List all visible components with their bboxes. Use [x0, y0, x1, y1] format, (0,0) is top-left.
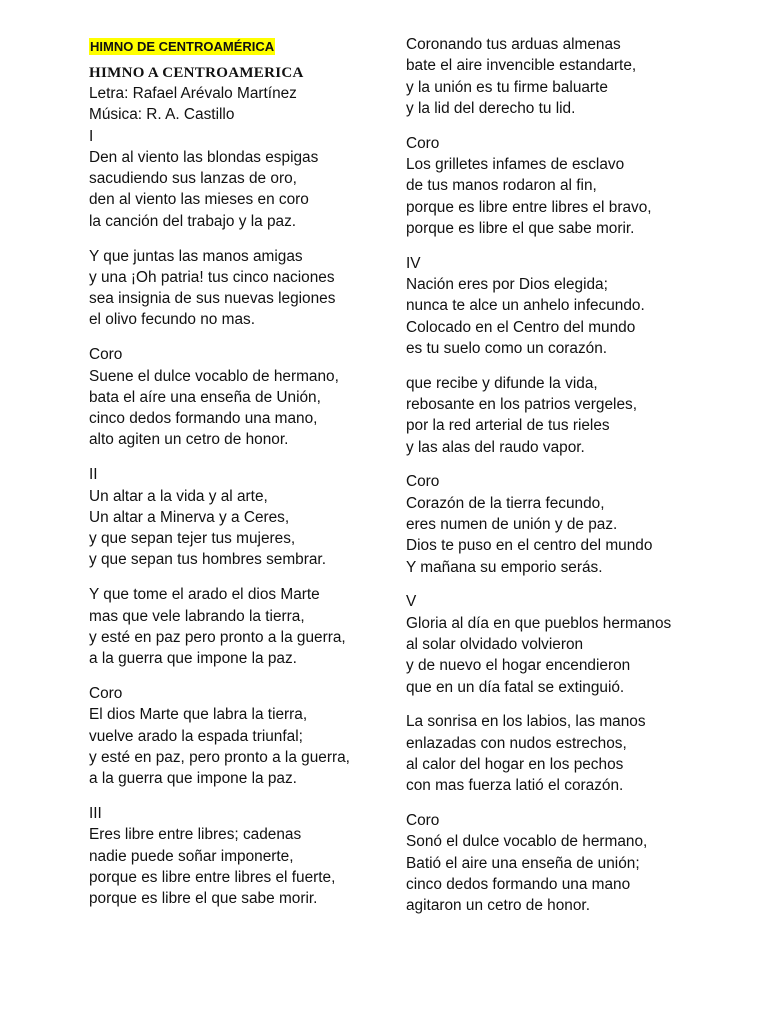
verse-line: y que sepan tejer tus mujeres,	[89, 530, 296, 548]
verse-line: Un altar a la vida y al arte,	[89, 487, 268, 505]
stanza	[89, 584, 389, 669]
verse-line: Un altar a Minerva y a Ceres,	[89, 508, 290, 526]
stanza	[406, 810, 736, 916]
verse-line: vuelve arado la espada triunfal;	[89, 727, 303, 745]
verse-line: y que sepan tus hombres sembrar.	[89, 551, 326, 569]
verse-line: El dios Marte que labra la tierra,	[89, 706, 308, 724]
verse-line: Y mañana su emporio serás.	[406, 558, 603, 576]
verse-line: y esté en paz pero pronto a la guerra,	[89, 628, 346, 646]
verse-line: porque es libre entre libres el fuerte,	[89, 868, 336, 886]
verse-line: Suene el dulce vocablo de hermano,	[89, 367, 339, 385]
stanza	[406, 471, 736, 577]
left-column	[89, 34, 389, 923]
verse-line: agitaron un cetro de honor.	[406, 897, 590, 915]
right-column	[406, 34, 736, 930]
verse-line: rebosante en los patrios vergeles,	[406, 395, 637, 413]
verse-line: a la guerra que impone la paz.	[89, 770, 297, 788]
stanza	[89, 246, 389, 331]
verse-line: II	[89, 466, 98, 484]
verse-line: nunca te alce un anhelo infecundo.	[406, 297, 645, 315]
verse-line: nadie puede soñar imponerte,	[89, 847, 294, 865]
verse-line: cinco dedos formando una mano	[406, 875, 631, 893]
verse-line: y esté en paz, pero pronto a la guerra,	[89, 748, 350, 766]
verse-line: mas que vele labrando la tierra,	[89, 607, 305, 625]
verse-line: Coro	[89, 346, 123, 364]
verse-line: den al viento las mieses en coro	[89, 191, 309, 209]
verse-line: Coro	[89, 684, 123, 702]
verse-line: la canción del trabajo y la paz.	[89, 212, 297, 230]
verse-line: Coro	[406, 812, 440, 829]
lyrics-credit: Letra: Rafael Arévalo Martínez	[89, 85, 297, 102]
verse-line: a la guerra que impone la paz.	[89, 650, 297, 668]
stanza	[406, 373, 736, 458]
verse-line: I	[89, 127, 94, 145]
verse-line: Nación eres por Dios elegida;	[406, 275, 608, 293]
verse-line: y las alas del raudo vapor.	[406, 438, 585, 456]
verse-line: Los grilletes infames de esclavo	[406, 155, 625, 173]
verse-line: y de nuevo el hogar encendieron	[406, 657, 631, 675]
verse-line: Den al viento las blondas espigas	[89, 148, 319, 166]
verse-line: Eres libre entre libres; cadenas	[89, 826, 302, 844]
verse-line: sea insignia de sus nuevas legiones	[89, 290, 336, 308]
verse-line: V	[406, 593, 417, 611]
verse-line: enlazadas con nudos estrechos,	[406, 734, 627, 752]
verse-line: Y que juntas las manos amigas	[89, 247, 303, 265]
verse-line: y la unión es tu firme baluarte	[406, 78, 608, 96]
verse-line: Coronando tus arduas almenas	[406, 36, 621, 53]
verse-line: por la red arterial de tus rieles	[406, 417, 610, 435]
stanza	[89, 464, 389, 570]
stanza	[406, 711, 736, 796]
verse-line: Batió el aire una enseña de unión;	[406, 854, 640, 872]
verse-line: Gloria al día en que pueblos hermanos	[406, 614, 672, 632]
left-stanzas	[89, 126, 389, 910]
stanza	[89, 344, 389, 450]
stanza	[89, 683, 389, 789]
verse-line: porque es libre entre libres el bravo,	[406, 198, 652, 216]
verse-line: sacudiendo sus lanzas de oro,	[89, 170, 297, 188]
stanza	[89, 126, 389, 232]
stanza	[406, 133, 736, 239]
highlighted-heading: HIMNO DE CENTROAMÉRICA	[90, 39, 275, 54]
verse-line: La sonrisa en los labios, las manos	[406, 713, 646, 731]
verse-line: cinco dedos formando una mano,	[89, 410, 318, 428]
stanza	[406, 253, 736, 359]
verse-line: porque es libre el que sabe morir.	[89, 890, 318, 908]
verse-line: III	[89, 804, 102, 822]
verse-line: Dios te puso en el centro del mundo	[406, 537, 653, 555]
verse-line: Coro	[406, 473, 440, 491]
verse-line: Y que tome el arado el dios Marte	[89, 586, 320, 604]
stanza	[89, 803, 389, 909]
verse-line: que en un día fatal se extinguió.	[406, 678, 625, 696]
verse-line: eres numen de unión y de paz.	[406, 515, 618, 533]
verse-line: con mas fuerza latió el corazón.	[406, 777, 624, 795]
verse-line: bata el aíre una enseña de Unión,	[89, 388, 321, 406]
verse-line: el olivo fecundo no mas.	[89, 311, 255, 329]
verse-line: que recibe y difunde la vida,	[406, 374, 598, 392]
verse-line: al calor del hogar en los pechos	[406, 755, 624, 773]
verse-line: Corazón de la tierra fecundo,	[406, 494, 605, 512]
verse-line: y una ¡Oh patria! tus cinco naciones	[89, 268, 335, 286]
verse-line: Colocado en el Centro del mundo	[406, 318, 636, 336]
right-stanzas	[406, 34, 736, 916]
verse-line: alto agiten un cetro de honor.	[89, 431, 289, 449]
verse-line: y la lid del derecho tu lid.	[406, 99, 576, 117]
verse-line: Sonó el dulce vocablo de hermano,	[406, 833, 648, 851]
verse-line: al solar olvidado volvieron	[406, 635, 584, 653]
verse-line: de tus manos rodaron al fin,	[406, 177, 597, 195]
stanza	[406, 34, 736, 119]
music-credit: Música: R. A. Castillo	[89, 106, 235, 124]
stanza	[406, 591, 736, 697]
verse-line: bate el aire invencible estandarte,	[406, 57, 637, 75]
verse-line: Coro	[406, 134, 440, 152]
verse-line: IV	[406, 254, 421, 272]
verse-line: porque es libre el que sabe morir.	[406, 219, 635, 237]
verse-line: es tu suelo como un corazón.	[406, 339, 608, 357]
anthem-title: HIMNO A CENTROAMERICA	[89, 65, 304, 81]
